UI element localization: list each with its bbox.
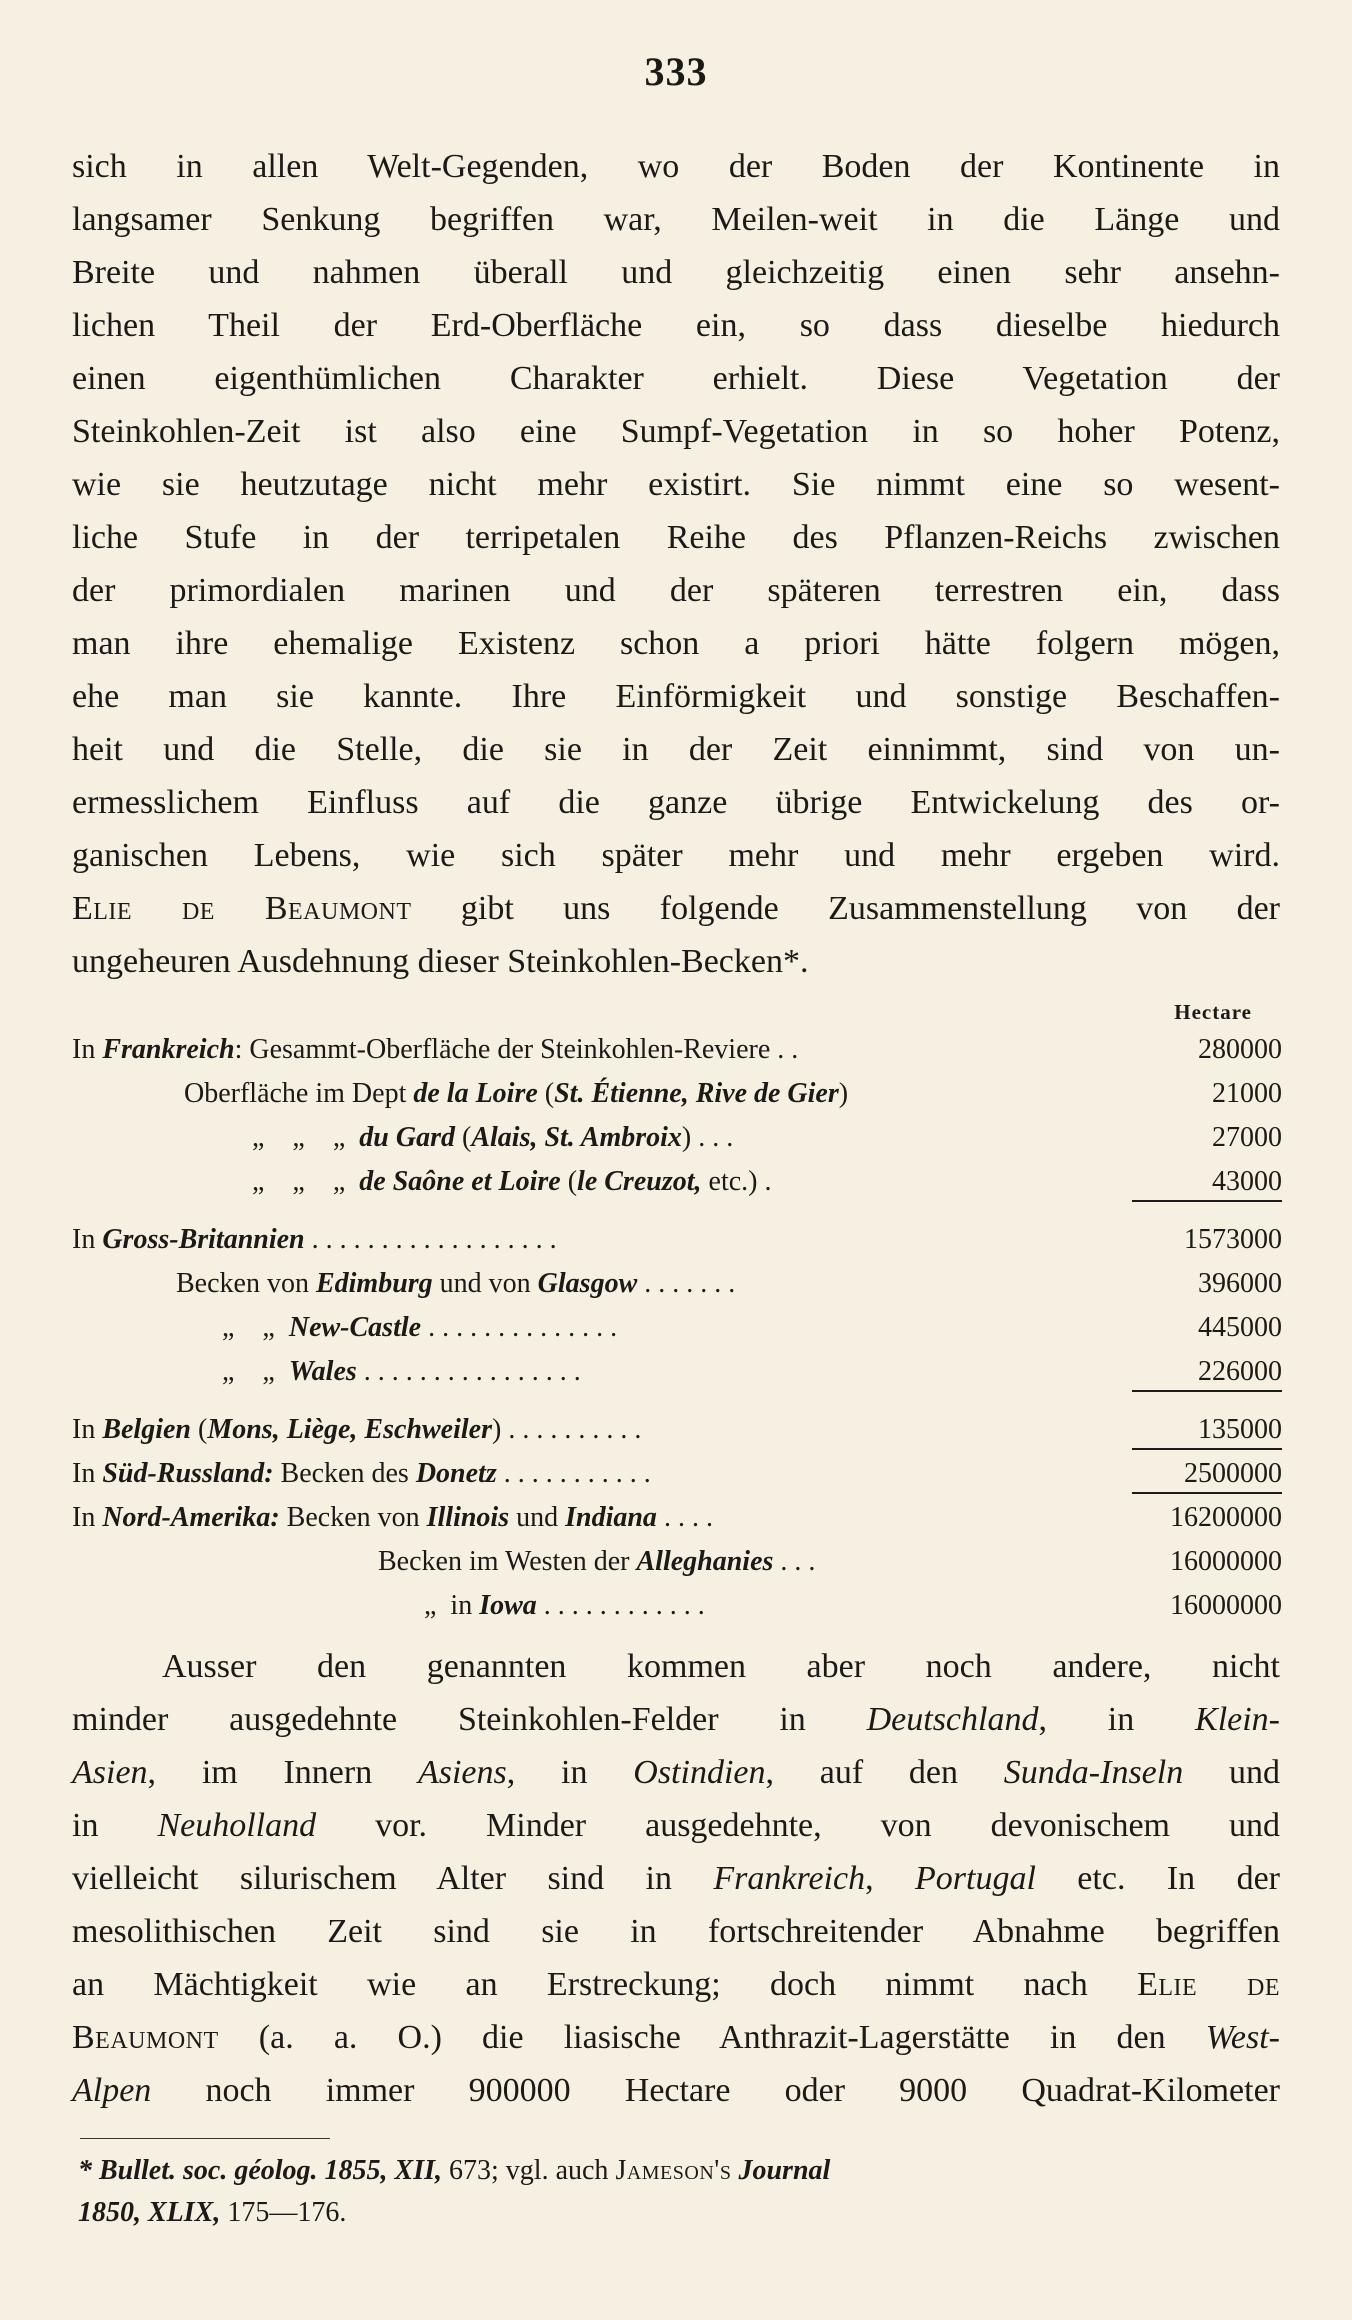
text-line: ehe man sie kannte. Ihre Einförmigkeit und sonstige Beschaffen- — [72, 678, 1280, 715]
paragraph-2 — [72, 1640, 1280, 2117]
text-line: vielleicht silurischem Alter sind in Frankreich, Portugal etc. In der — [72, 1860, 1280, 1897]
text-line: liche Stufe in der terripetalen Reihe des Pflanzen-Reichs zwischen — [72, 519, 1280, 556]
text-line: man ihre ehemalige Existenz schon a priori hätte folgern mögen, — [72, 625, 1280, 662]
row-value: 445000 — [1198, 1312, 1282, 1343]
table-row — [72, 1540, 1282, 1584]
table-row — [72, 1262, 1282, 1306]
row-label: Oberfläche im Dept de la Loire (St. Étienne, Rive de Gier) — [184, 1078, 849, 1109]
page-number: 333 — [644, 49, 708, 94]
row-label: In Nord-Amerika: Becken von Illinois und Indiana . . . . — [72, 1502, 713, 1533]
row-label: Becken von Edimburg und von Glasgow . . . . . . . — [176, 1268, 736, 1299]
row-label: „ „ „ de Saône et Loire (le Creuzot, etc.) . — [252, 1166, 772, 1197]
row-label: In Süd-Russland: Becken des Donetz . . . . . . . . . . . — [72, 1458, 651, 1489]
text-line: Breite und nahmen überall und gleichzeitig einen sehr ansehn- — [72, 254, 1280, 291]
table-row — [72, 1584, 1282, 1628]
row-value: 43000 — [1132, 1166, 1282, 1202]
row-value: 16200000 — [1170, 1502, 1282, 1533]
row-value: 16000000 — [1170, 1546, 1282, 1577]
row-label: In Belgien (Mons, Liège, Eschweiler) . . . . . . . . . . — [72, 1414, 642, 1445]
author-name: Elie de Beaumont — [72, 890, 412, 927]
text-line — [72, 882, 1280, 935]
row-value: 21000 — [1212, 1078, 1282, 1109]
text-line: Ausser den genannten kommen aber noch andere, nicht — [162, 1648, 1280, 1685]
row-label: „ „ New-Castle . . . . . . . . . . . . . . — [222, 1312, 618, 1343]
unit-header: Hectare — [1174, 1000, 1252, 1024]
table-row — [72, 1028, 1282, 1072]
table-row — [72, 1116, 1282, 1160]
text-line: mesolithischen Zeit sind sie in fortschreitender Abnahme begriffen — [72, 1913, 1280, 1950]
row-value: 135000 — [1132, 1414, 1282, 1450]
text-line: lichen Theil der Erd-Oberfläche ein, so dass dieselbe hiedurch — [72, 307, 1280, 344]
row-value: 16000000 — [1170, 1590, 1282, 1621]
text-line: Alpen noch immer 900000 Hectare oder 9000 Quadrat-Kilometer — [72, 2072, 1280, 2109]
text-line: Beaumont (a. a. O.) die liasische Anthrazit-Lagerstätte in den West- — [72, 2019, 1280, 2056]
row-label: „ in Iowa . . . . . . . . . . . . — [424, 1590, 705, 1621]
row-label: „ „ Wales . . . . . . . . . . . . . . . . — [222, 1356, 581, 1387]
row-value: 1573000 — [1184, 1224, 1282, 1255]
footnote-divider — [80, 2138, 330, 2139]
footnote-line: 1850, XLIX, 175—176. — [78, 2197, 347, 2228]
row-label: In Frankreich: Gesammt-Oberfläche der Steinkohlen-Reviere . . — [72, 1034, 799, 1065]
text-line: Steinkohlen-Zeit ist also eine Sumpf-Vegetation in so hoher Potenz, — [72, 413, 1280, 450]
text-line: ungeheuren Ausdehnung dieser Steinkohlen-Becken*. — [72, 943, 809, 980]
row-value: 226000 — [1132, 1356, 1282, 1392]
text-line: an Mächtigkeit wie an Erstreckung; doch nimmt nach Elie de — [72, 1966, 1280, 2003]
text-line: minder ausgedehnte Steinkohlen-Felder in Deutschland, in Klein- — [72, 1701, 1280, 1738]
table-row — [72, 1350, 1282, 1394]
coal-basin-table — [72, 1000, 1282, 1628]
footnote — [78, 2150, 1278, 2234]
text-line: wie sie heutzutage nicht mehr existirt. Sie nimmt eine so wesent- — [72, 466, 1280, 503]
table-row — [72, 1218, 1282, 1262]
table-row — [72, 1452, 1282, 1496]
text-line: Asien, im Innern Asiens, in Ostindien, auf den Sunda-Inseln und — [72, 1754, 1280, 1791]
text-line: sich in allen Welt-Gegenden, wo der Boden der Kontinente in — [72, 148, 1280, 185]
row-label: Becken im Westen der Alleghanies . . . — [378, 1546, 816, 1577]
row-label: In Gross-Britannien . . . . . . . . . . . . . . . . . . — [72, 1224, 557, 1255]
footnote-line: * Bullet. soc. géolog. 1855, XII, 673; vgl. auch Jameson's Journal — [78, 2155, 831, 2186]
row-value: 2500000 — [1132, 1458, 1282, 1494]
text-span: gibt uns folgende Zusammenstellung von der — [460, 890, 1280, 927]
text-line: der primordialen marinen und der späteren terrestren ein, dass — [72, 572, 1280, 609]
paragraph-1 — [72, 140, 1280, 988]
text-line: heit und die Stelle, die sie in der Zeit einnimmt, sind von un- — [72, 731, 1280, 768]
row-label: „ „ „ du Gard (Alais, St. Ambroix) . . . — [252, 1122, 734, 1153]
text-line: in Neuholland vor. Minder ausgedehnte, von devonischem und — [72, 1807, 1280, 1844]
table-row — [72, 1496, 1282, 1540]
row-value: 280000 — [1198, 1034, 1282, 1065]
text-line: einen eigenthümlichen Charakter erhielt. Diese Vegetation der — [72, 360, 1280, 397]
text-line: ganischen Lebens, wie sich später mehr und mehr ergeben wird. — [72, 837, 1280, 874]
text-line: langsamer Senkung begriffen war, Meilen-weit in die Länge und — [72, 201, 1280, 238]
row-value: 396000 — [1198, 1268, 1282, 1299]
table-row — [72, 1408, 1282, 1452]
table-row — [72, 1160, 1282, 1204]
table-row — [72, 1072, 1282, 1116]
text-line: ermesslichem Einfluss auf die ganze übrige Entwickelung des or- — [72, 784, 1280, 821]
row-value: 27000 — [1212, 1122, 1282, 1153]
table-row — [72, 1306, 1282, 1350]
